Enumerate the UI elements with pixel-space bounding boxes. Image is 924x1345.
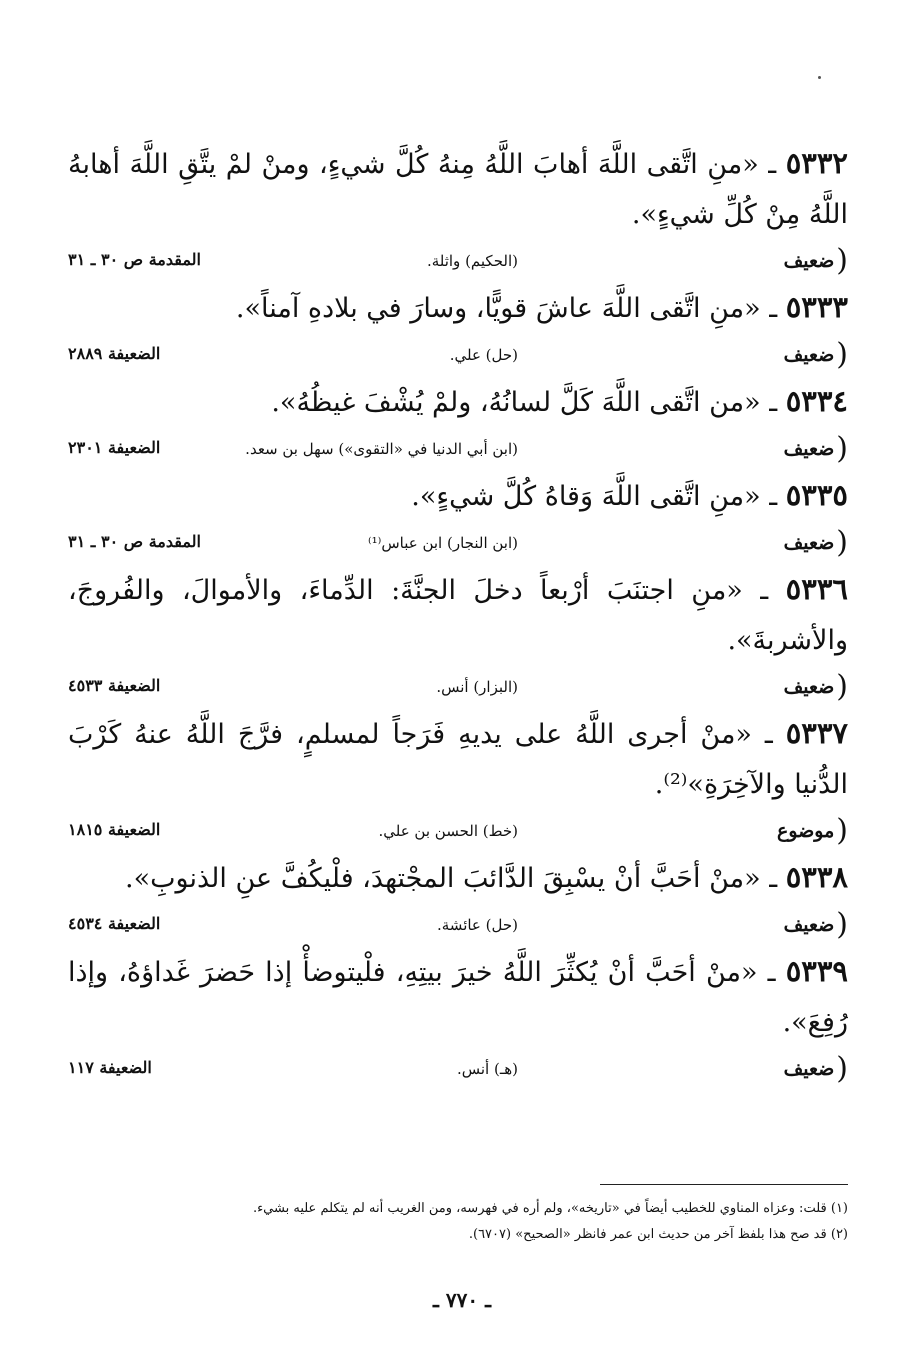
hadith-text: «منِ اتَّقى اللَّهَ أهابَ اللَّهُ مِنهُ كُلَّ شيءٍ، ومنْ لمْ يتَّقِ اللَّهَ أهابهُ اللَّهُ مِنْ كُلِّ شيءٍ». <box>68 149 848 230</box>
reference-text: الضعيفة ١١٧ <box>68 1058 152 1077</box>
grade-text: ضعيف <box>783 1058 835 1080</box>
hadith-text-block: ٥٣٣٩ ـ «منْ أحَبَّ أنْ يُكثِّرَ اللَّهُ خيرَ بيتِهِ، فلْيتوضأْ إذا حَضرَ غَداؤهُ، وإذا رُفِعَ». <box>68 954 849 1038</box>
hadith-text-block: ٥٣٣٥ ـ «منِ اتَّقى اللَّهَ وَقاهُ كُلَّ شيءٍ». <box>411 478 848 512</box>
scan-speck <box>818 76 821 79</box>
hadith-text: «منِ اجتنَبَ أرْبعاً دخلَ الجنَّةَ: الدِّماءَ، والأموالَ، والفُروجَ، والأشربةَ». <box>68 575 848 656</box>
reference-text: الضعيفة ٢٨٨٩ <box>68 344 161 363</box>
grade-label: ( ضعيف <box>783 1051 848 1086</box>
hadith-number: ٥٣٣٦ <box>785 572 848 606</box>
source-text: (هـ) أنس. <box>456 1060 518 1078</box>
hadith-number: ٥٣٣٨ <box>785 860 848 894</box>
hadith-meta-row <box>68 906 848 946</box>
hadith-text: «منِ اتَّقى اللَّهَ عاشَ قويًّا، وسارَ في بلادهِ آمناً». <box>235 293 761 324</box>
hadith-meta-row <box>68 812 848 852</box>
grade-text: ضعيف <box>783 676 835 698</box>
grade-label: ( ضعيف <box>783 431 848 466</box>
reference-text: المقدمة ص ٣٠ ـ ٣١ <box>68 250 201 269</box>
reference-text: الضعيفة ٤٥٣٤ <box>68 914 161 933</box>
hadith-text: «منِ اتَّقى اللَّهَ وَقاهُ كُلَّ شيءٍ». <box>411 481 761 512</box>
hadith-entry <box>68 708 848 852</box>
source-text: (ابن النجار) ابن عباس⁽¹⁾ <box>367 534 518 552</box>
hadith-entry <box>68 564 848 708</box>
hadith-text-block: ٥٣٣٦ ـ «منِ اجتنَبَ أرْبعاً دخلَ الجنَّةَ: الدِّماءَ، والأموالَ، والفُروجَ، والأشربةَ». <box>68 572 848 656</box>
grade-label: ( ضعيف <box>783 907 848 942</box>
hadith-text: «من اتَّقى اللَّهَ كَلَّ لسانُهُ، ولمْ يُشْفَ غيظُهُ». <box>271 387 761 418</box>
footnote: (٢) قد صح هذا بلفظ آخر من حديث ابن عمر فانظر «الصحيح» (٦٧٠٧). <box>468 1227 848 1242</box>
grade-text: ضعيف <box>783 914 835 936</box>
source-text: (حل) علي. <box>449 346 518 364</box>
hadith-entry <box>68 852 848 946</box>
hadith-meta-row <box>68 430 848 470</box>
grade-text: ضعيف <box>783 250 835 272</box>
hadith-meta-row <box>68 524 848 564</box>
hadith-text: «منْ أحَبَّ أنْ يسْبِقَ الدَّائبَ المجْتهدَ، فلْيكُفَّ عنِ الذنوبِ». <box>125 863 761 894</box>
grade-label: ( موضوع <box>777 813 848 848</box>
hadith-number: ٥٣٣٣ <box>785 290 848 324</box>
footnotes <box>150 1196 848 1248</box>
footnote: (١) قلت: وعزاه المناوي للخطيب أيضاً في «تاريخه»، ولم أره في فهرسه، ومن الغريب أنه لم يتكلم عليه بشيء. <box>252 1201 848 1216</box>
hadith-number: ٥٣٣٢ <box>785 146 848 180</box>
hadith-entry <box>68 282 848 376</box>
hadith-text-block: ٥٣٣٤ ـ «من اتَّقى اللَّهَ كَلَّ لسانُهُ، ولمْ يُشْفَ غيظُهُ». <box>271 384 848 418</box>
hadith-number: ٥٣٣٩ <box>785 954 849 988</box>
hadith-entry <box>68 946 848 1090</box>
source-text: (حل) عائشة. <box>437 916 518 934</box>
reference-text: الضعيفة ١٨١٥ <box>68 820 161 839</box>
hadith-number: ٥٣٣٥ <box>785 478 848 512</box>
hadith-text: «منْ أحَبَّ أنْ يُكثِّرَ اللَّهُ خيرَ بيتِهِ، فلْيتوضأْ إذا حَضرَ غَداؤهُ، وإذا رُفِعَ». <box>68 957 848 1038</box>
hadith-text-block: ٥٣٣٢ ـ «منِ اتَّقى اللَّهَ أهابَ اللَّهُ مِنهُ كُلَّ شيءٍ، ومنْ لمْ يتَّقِ اللَّهَ أهابهُ اللَّهُ مِنْ كُلِّ شيءٍ». <box>68 146 848 230</box>
reference-text: المقدمة ص ٣٠ ـ ٣١ <box>68 532 201 551</box>
hadith-text: «منْ أجرى اللَّهُ على يديهِ فَرَجاً لمسلمٍ، فرَّجَ اللَّهُ عنهُ كَرْبَ الدُّنيا والآخِرَةِ»⁽²⁾. <box>68 719 848 800</box>
hadith-text-block: ٥٣٣٧ ـ «منْ أجرى اللَّهُ على يديهِ فَرَجاً لمسلمٍ، فرَّجَ اللَّهُ عنهُ كَرْبَ الدُّنيا والآخِرَةِ»⁽²⁾. <box>68 716 849 800</box>
grade-text: ضعيف <box>783 532 835 554</box>
hadith-meta-row <box>68 668 848 708</box>
hadith-entry <box>68 376 848 470</box>
grade-text: ضعيف <box>783 344 835 366</box>
grade-text: موضوع <box>777 820 835 842</box>
source-text: (البزار) أنس. <box>436 678 518 696</box>
reference-text: الضعيفة ٢٣٠١ <box>68 438 161 457</box>
hadith-text-block: ٥٣٣٨ ـ «منْ أحَبَّ أنْ يسْبِقَ الدَّائبَ المجْتهدَ، فلْيكُفَّ عنِ الذنوبِ». <box>125 860 848 894</box>
source-text: (خط) الحسن بن علي. <box>378 822 518 840</box>
hadith-entry <box>68 470 848 564</box>
source-text: (ابن أبي الدنيا في «التقوى») سهل بن سعد. <box>245 440 518 458</box>
grade-label: ( ضعيف <box>783 243 848 278</box>
hadith-number: ٥٣٣٤ <box>785 384 848 418</box>
hadith-list <box>68 138 848 1090</box>
grade-label: ( ضعيف <box>783 337 848 372</box>
page-number: ـ ٧٧٠ ـ <box>433 1288 491 1312</box>
footnote-divider <box>600 1184 848 1185</box>
source-text: (الحكيم) واثلة. <box>426 252 518 270</box>
hadith-meta-row <box>68 1050 848 1090</box>
grade-label: ( ضعيف <box>783 525 848 560</box>
hadith-text-block: ٥٣٣٣ ـ «منِ اتَّقى اللَّهَ عاشَ قويًّا، وسارَ في بلادهِ آمناً». <box>235 290 848 324</box>
hadith-number: ٥٣٣٧ <box>785 716 849 750</box>
grade-text: ضعيف <box>783 438 835 460</box>
hadith-meta-row <box>68 336 848 376</box>
grade-label: ( ضعيف <box>783 669 848 704</box>
reference-text: الضعيفة ٤٥٣٣ <box>68 676 161 695</box>
hadith-entry <box>68 138 848 282</box>
hadith-meta-row <box>68 242 848 282</box>
